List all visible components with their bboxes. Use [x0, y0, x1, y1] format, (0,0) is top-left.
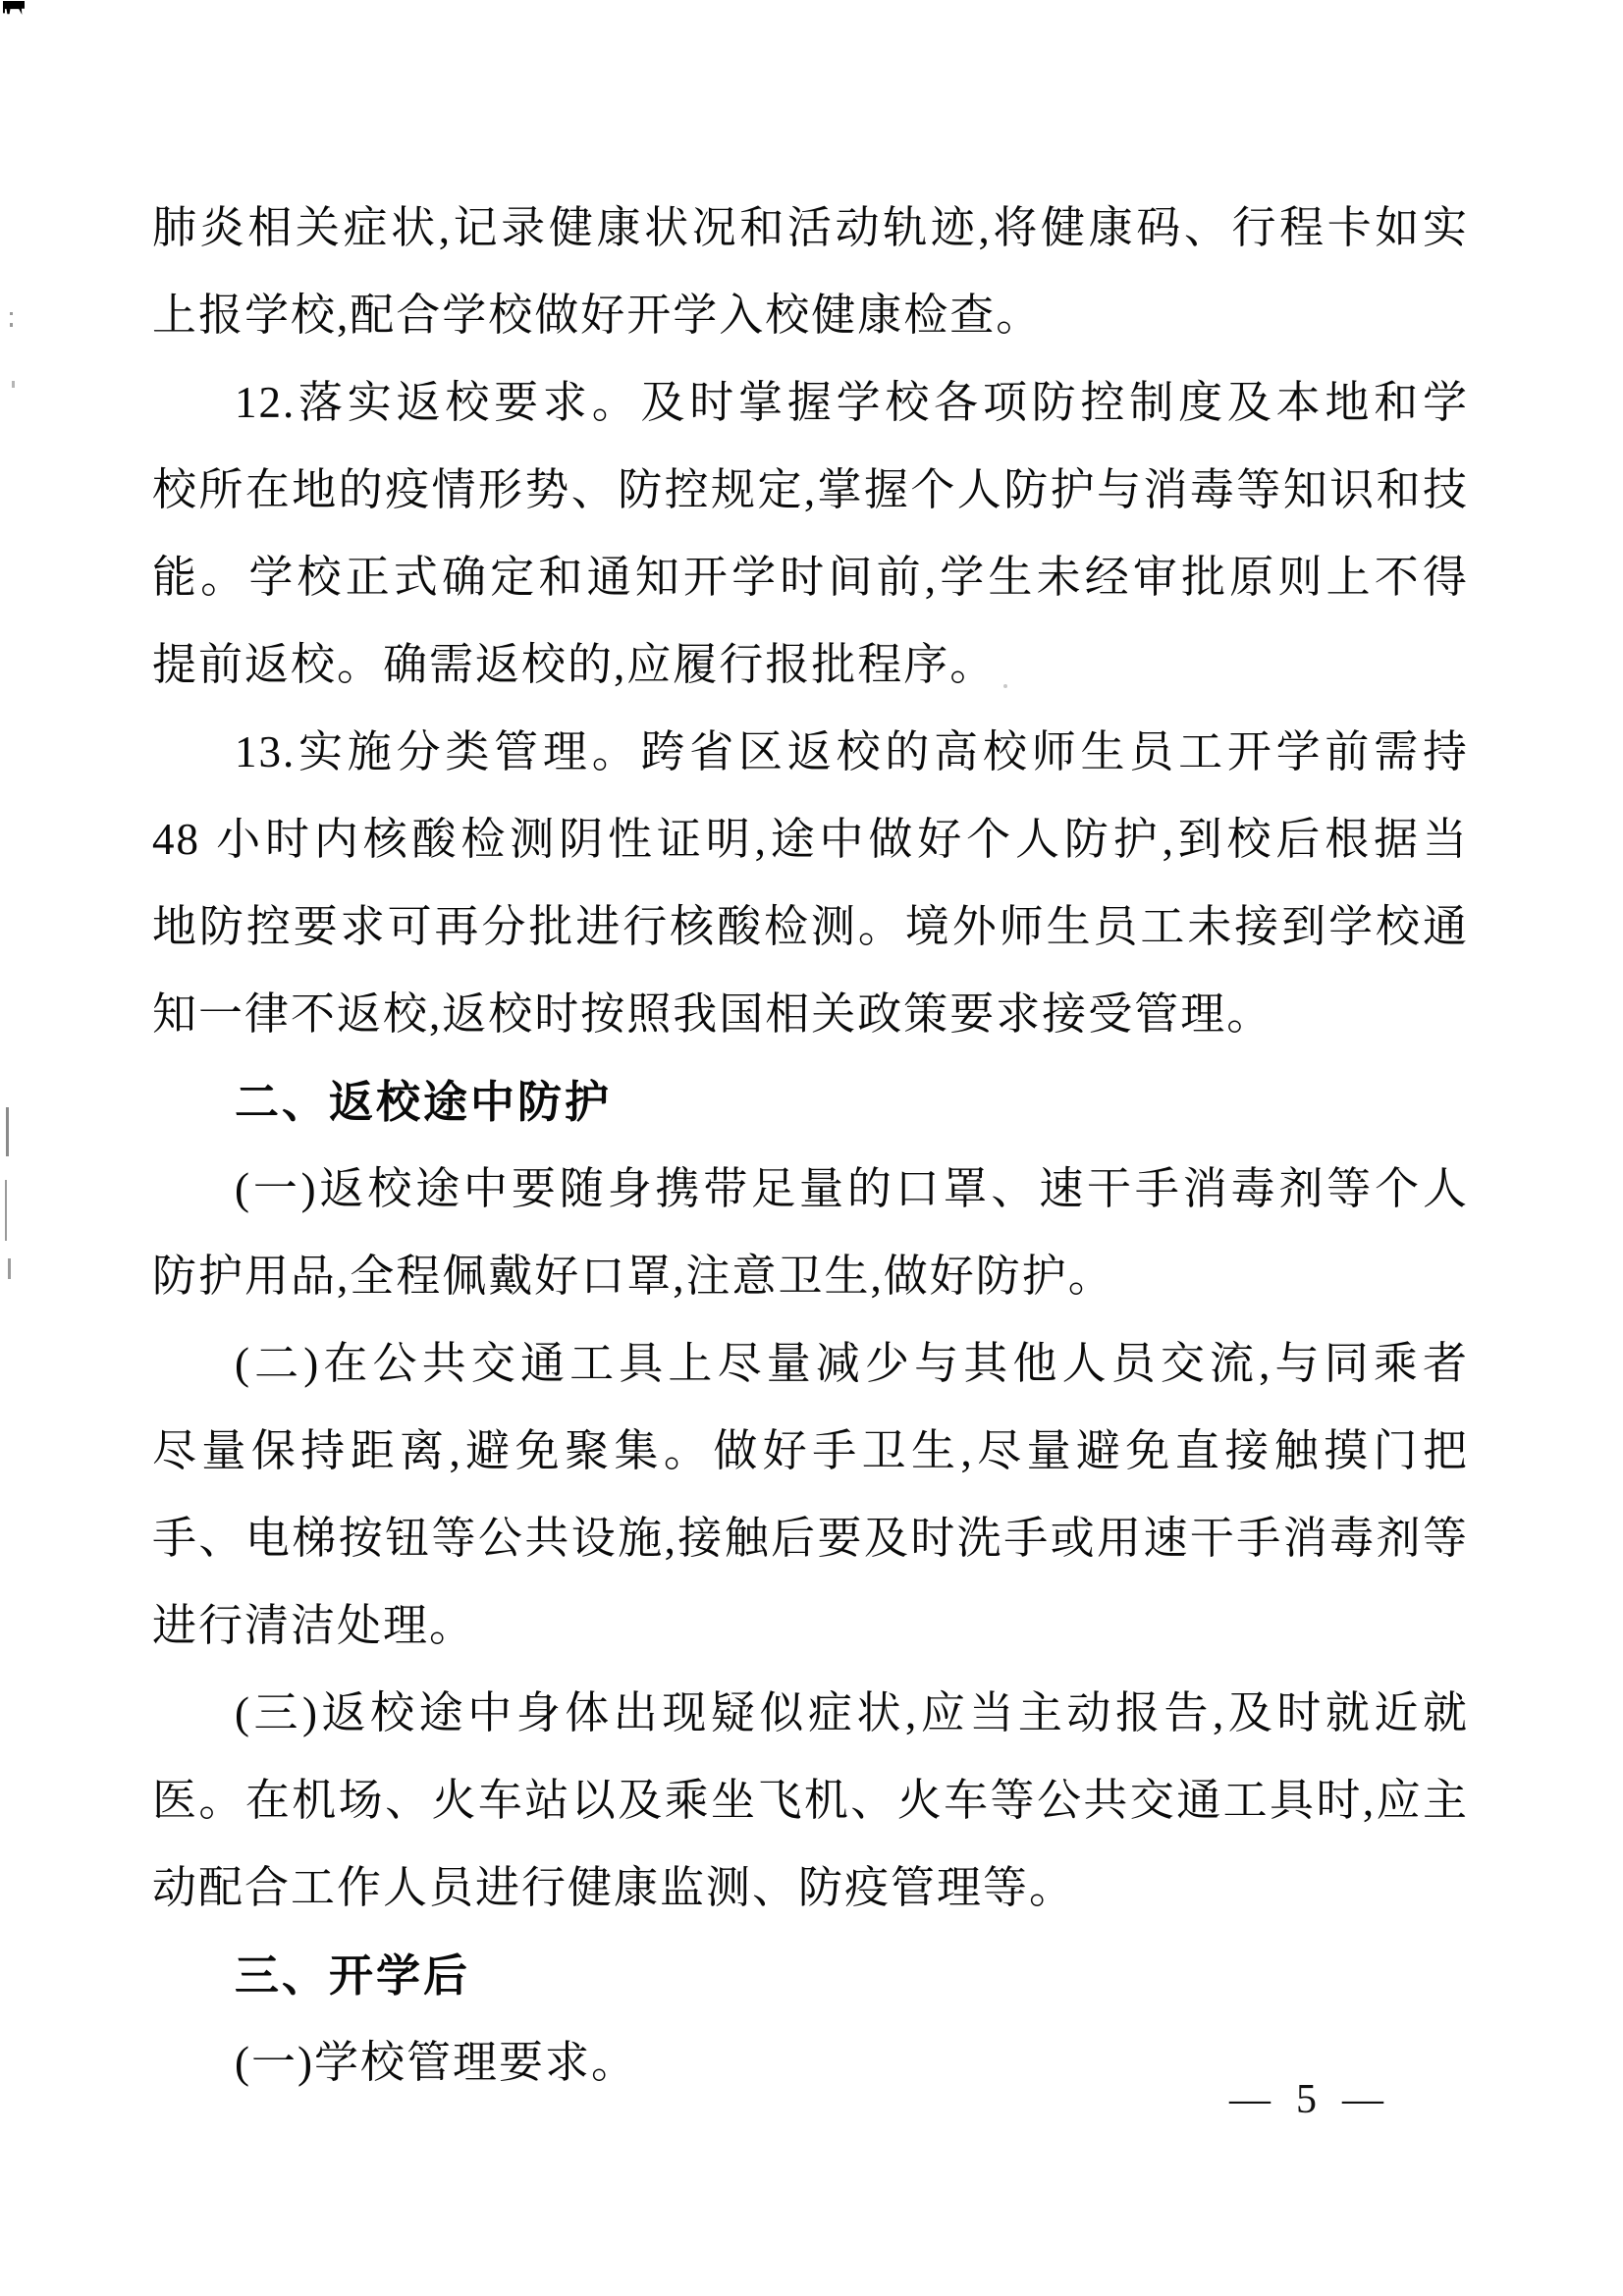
- text-line: (一)学校管理要求。: [235, 2038, 637, 2087]
- scan-artifact-corner: [3, 1, 25, 15]
- text-line: 手、电梯按钮等公共设施,接触后要及时洗手或用速干手消毒剂等: [152, 1514, 1469, 1563]
- section-heading: 二、返校途中防护: [235, 1077, 613, 1127]
- text-line: 进行清洁处理。: [152, 1601, 476, 1650]
- text-line: 医。在机场、火车站以及乘坐飞机、火车等公共交通工具时,应主: [152, 1776, 1469, 1825]
- text-line: 提前返校。确需返校的,应履行报批程序。: [152, 640, 997, 689]
- text-line: 尽量保持距离,避免聚集。做好手卫生,尽量避免直接触摸门把: [152, 1426, 1469, 1475]
- page-number: 5: [1296, 2077, 1317, 2122]
- text-line: 上报学校,配合学校做好开学入校健康检查。: [152, 291, 1043, 340]
- text-line: 防护用品,全程佩戴好口罩,注意卫生,做好防护。: [152, 1252, 1114, 1301]
- text-line: 校所在地的疫情形势、防控规定,掌握个人防护与消毒等知识和技: [152, 465, 1469, 514]
- text-line: 动配合工作人员进行健康监测、防疫管理等。: [152, 1863, 1076, 1912]
- section-heading: 三、开学后: [235, 1950, 471, 2001]
- scan-artifact-dot: [10, 323, 13, 327]
- scan-artifact-line: [8, 1258, 11, 1279]
- footer-dash-right: —: [1342, 2077, 1383, 2122]
- text-line: (一)返校途中要随身携带足量的口罩、速干手消毒剂等个人: [235, 1164, 1469, 1213]
- text-line: 能。学校正式确定和通知开学时间前,学生未经审批原则上不得: [152, 553, 1469, 602]
- text-line: 地防控要求可再分批进行核酸检测。境外师生员工未接到学校通: [152, 902, 1469, 951]
- text-line: (三)返校途中身体出现疑似症状,应当主动报告,及时就近就: [235, 1688, 1469, 1737]
- text-line: 知一律不返校,返校时按照我国相关政策要求接受管理。: [152, 989, 1273, 1039]
- document-text: [152, 185, 1469, 2107]
- footer-dash-left: —: [1229, 2077, 1271, 2122]
- scan-artifact-line: [6, 1107, 9, 1156]
- scan-artifact-dot: [10, 312, 13, 315]
- text-line: 48 小时内核酸检测阴性证明,途中做好个人防护,到校后根据当: [152, 815, 1469, 864]
- text-line: 12.落实返校要求。及时掌握学校各项防控制度及本地和学: [235, 378, 1469, 427]
- text-line: 13.实施分类管理。跨省区返校的高校师生员工开学前需持: [235, 727, 1469, 776]
- text-line: 肺炎相关症状,记录健康状况和活动轨迹,将健康码、行程卡如实: [152, 203, 1469, 252]
- page-footer: [1229, 2079, 1383, 2120]
- scan-artifact-line: [5, 1180, 7, 1241]
- text-line: (二)在公共交通工具上尽量减少与其他人员交流,与同乘者: [235, 1339, 1469, 1388]
- scan-artifact-dot: [12, 381, 15, 388]
